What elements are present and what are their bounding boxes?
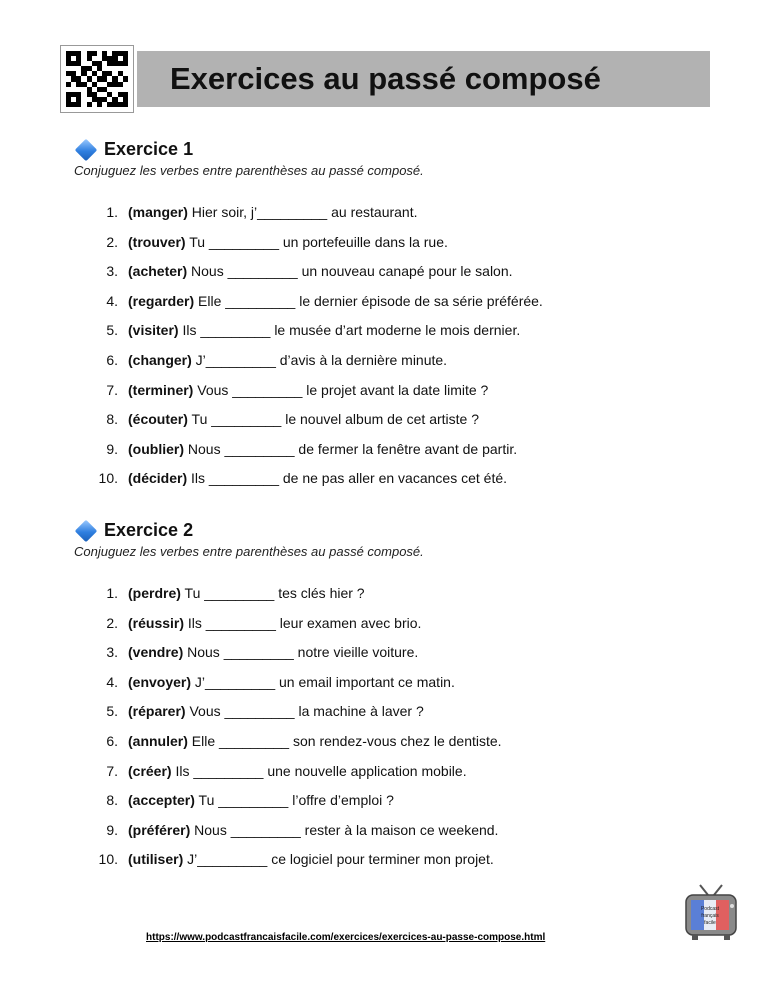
item-sentence: Tu _________ le nouvel album de cet artiste ?: [187, 411, 479, 428]
blue-diamond-icon: [75, 519, 98, 542]
item-sentence: Tu _________ l’offre d’emploi ?: [194, 792, 394, 809]
svg-text:facile: facile: [704, 920, 716, 926]
item-number: 3.: [106, 644, 118, 661]
item-verb: (perdre): [128, 585, 181, 601]
exercise-item: [82, 233, 448, 251]
item-verb: (préférer): [128, 821, 191, 838]
item-verb: (créer): [128, 762, 172, 779]
exercise-item: [82, 262, 513, 280]
item-sentence: Elle _________ son rendez-vous chez le dentiste.: [187, 733, 502, 749]
qr-code-icon: [60, 45, 134, 113]
item-verb: (manger): [128, 204, 188, 220]
exercise-item: [82, 673, 455, 691]
item-number: 2.: [106, 233, 118, 250]
item-sentence: Hier soir, j’_________ au restaurant.: [187, 204, 418, 220]
item-number: 9.: [106, 440, 118, 457]
item-verb: (envoyer): [128, 673, 192, 690]
item-verb: (décider): [128, 470, 188, 487]
blue-diamond-icon: [75, 138, 98, 161]
exercise-url-link[interactable]: https://www.podcastfrancaisfacile.com/exercices/exercices-au-passe-compose.html: [146, 932, 546, 943]
page-title: Exercices au passé composé: [170, 61, 601, 96]
item-verb: (réussir): [128, 614, 185, 631]
exercise-instruction: Conjuguez les verbes entre parenthèses au passé composé.: [74, 544, 424, 559]
item-number: 9.: [106, 821, 118, 838]
exercise-item: [82, 292, 543, 310]
item-number: 1.: [106, 204, 118, 220]
item-verb: (écouter): [128, 411, 188, 428]
exercise-item: [82, 321, 520, 339]
item-number: 2.: [106, 614, 118, 631]
item-verb: (visiter): [128, 322, 179, 339]
exercise-item: [82, 762, 467, 780]
item-sentence: Tu _________ tes clés hier ?: [180, 585, 365, 601]
item-number: 7.: [106, 762, 118, 779]
item-verb: (oublier): [128, 440, 184, 457]
svg-text:français: français: [701, 913, 719, 919]
item-verb: (utiliser): [128, 851, 184, 868]
item-sentence: Vous _________ la machine à laver ?: [185, 703, 424, 720]
item-sentence: Ils _________ une nouvelle application mobile.: [171, 762, 467, 779]
tv-logo-icon: [684, 883, 738, 941]
item-number: 3.: [106, 263, 118, 280]
exercise-item: [82, 440, 517, 458]
exercise-item: [82, 469, 507, 487]
exercise-item: [82, 381, 488, 399]
exercise-item: [82, 821, 498, 839]
item-verb: (changer): [128, 352, 192, 368]
exercise-item: [82, 791, 394, 809]
item-verb: (accepter): [128, 792, 195, 809]
item-sentence: Nous _________ notre vieille voiture.: [183, 644, 419, 661]
item-number: 7.: [106, 381, 118, 398]
exercise-1-heading: [74, 139, 193, 160]
item-verb: (acheter): [128, 263, 188, 280]
item-verb: (vendre): [128, 644, 184, 661]
item-sentence: Ils _________ leur examen avec brio.: [184, 614, 422, 631]
exercise-title: Exercice 2: [104, 520, 194, 540]
item-sentence: Nous _________ rester à la maison ce weekend.: [190, 821, 499, 838]
item-sentence: Tu _________ un portefeuille dans la rue.: [185, 233, 448, 250]
item-number: 8.: [106, 792, 118, 809]
exercise-instruction: Conjuguez les verbes entre parenthèses au passé composé.: [74, 163, 424, 178]
item-verb: (regarder): [128, 292, 195, 309]
exercise-item: [82, 732, 502, 750]
item-number: 4.: [106, 673, 118, 690]
item-sentence: J’_________ d’avis à la dernière minute.: [191, 352, 448, 368]
item-sentence: Vous _________ le projet avant la date limite ?: [193, 381, 489, 398]
item-number: 5.: [106, 322, 118, 339]
item-number: 1.: [106, 585, 118, 601]
exercise-item: [82, 614, 421, 632]
exercise-2-heading: [74, 520, 193, 541]
item-sentence: Elle _________ le dernier épisode de sa série préférée.: [194, 292, 543, 309]
item-number: 5.: [106, 703, 118, 720]
item-number: 10.: [98, 470, 118, 487]
item-number: 8.: [106, 411, 118, 428]
item-number: 6.: [106, 352, 118, 368]
exercise-item: [82, 850, 494, 868]
item-number: 6.: [106, 733, 118, 749]
item-verb: (annuler): [128, 733, 188, 749]
exercise-item: [82, 203, 418, 221]
exercise-item: [82, 410, 479, 428]
exercise-item: [82, 643, 418, 661]
item-number: 4.: [106, 292, 118, 309]
item-number: 10.: [98, 851, 118, 868]
item-verb: (réparer): [128, 703, 186, 720]
exercise-title: Exercice 1: [104, 139, 194, 159]
svg-text:Podcast: Podcast: [700, 906, 720, 912]
item-sentence: J’_________ un email important ce matin.: [191, 673, 455, 690]
exercise-item: [82, 584, 365, 602]
exercise-item: [82, 351, 447, 369]
exercise-item: [82, 702, 424, 720]
item-sentence: Ils _________ de ne pas aller en vacances cet été.: [187, 470, 508, 487]
item-sentence: Nous _________ de fermer la fenêtre avant de partir.: [184, 440, 518, 457]
item-verb: (trouver): [128, 233, 186, 250]
item-sentence: J’_________ ce logiciel pour terminer mon projet.: [183, 851, 494, 868]
item-sentence: Ils _________ le musée d’art moderne le mois dernier.: [178, 322, 521, 339]
item-verb: (terminer): [128, 381, 194, 398]
item-sentence: Nous _________ un nouveau canapé pour le salon.: [187, 263, 513, 280]
